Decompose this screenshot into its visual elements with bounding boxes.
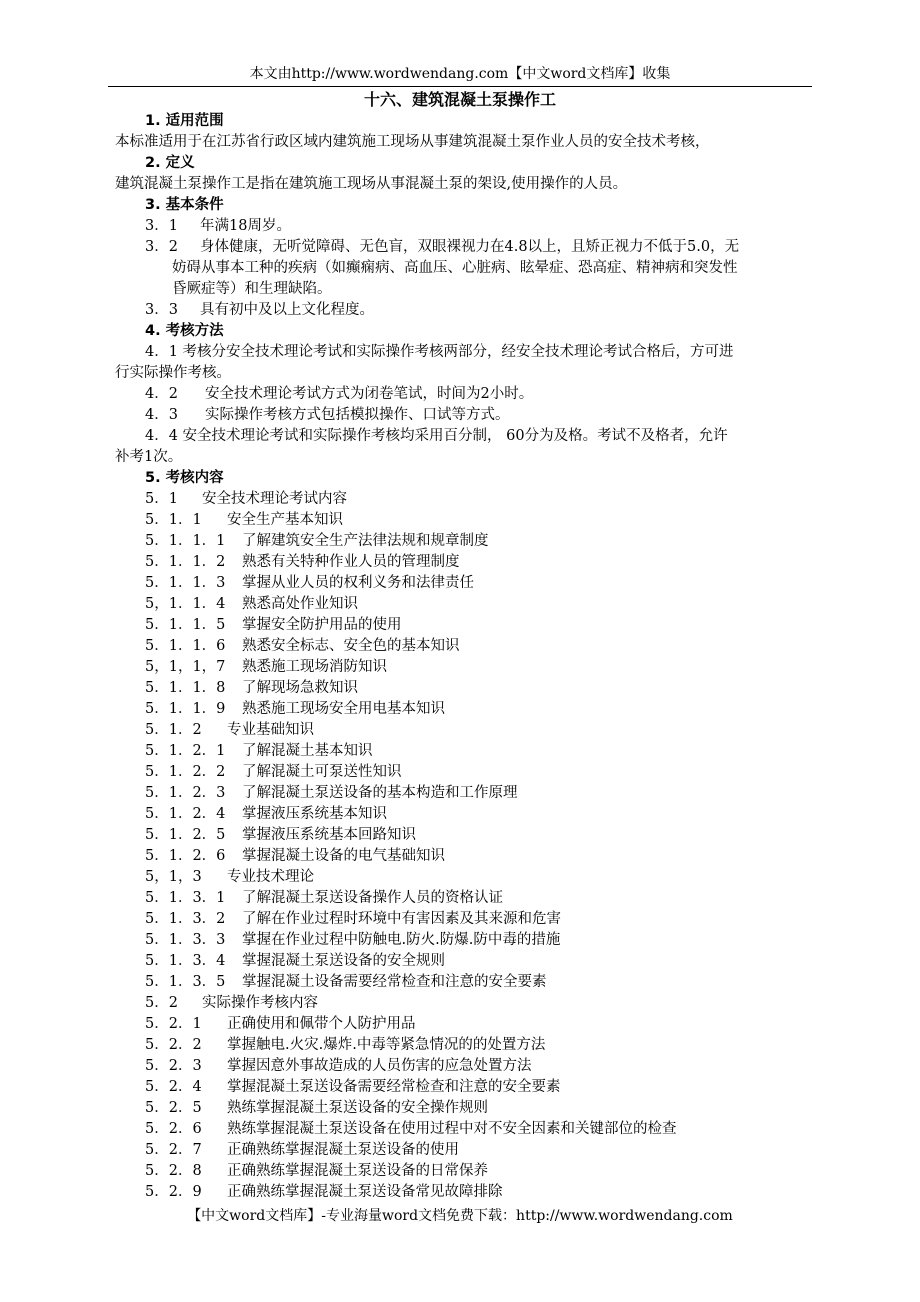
item-text: 熟悉有关特种作业人员的管理制度 — [242, 554, 460, 570]
list-item — [0, 888, 920, 909]
document-title: 十六、建筑混凝土泵操作工 — [363, 90, 556, 109]
item-text: 了解建筑安全生产法律法规和规章制度 — [242, 533, 489, 549]
item-text: 身体健康，无听觉障碍、无色盲，双眼裸视力在4.8以上，且矫正视力不低于5.0，无 — [200, 239, 740, 255]
item-text: 熟悉施工现场消防知识 — [242, 659, 387, 675]
item-text: 掌握混凝土设备的电气基础知识 — [242, 848, 445, 864]
item-number: 5．2．6 — [145, 1121, 202, 1137]
list-item — [0, 867, 920, 888]
list-item — [0, 720, 920, 741]
page-header: 本文由http://www.wordwendang.com【中文word文档库】收集 — [249, 66, 671, 82]
list-item — [0, 405, 920, 426]
item-number: 5．2．7 — [145, 1142, 202, 1158]
header-divider — [108, 86, 812, 87]
list-item — [0, 552, 920, 573]
item-number: 5．1．1．8 — [145, 680, 226, 696]
section-heading-2: 2. 定义 — [145, 155, 195, 171]
item-number: 5．1．2．2 — [145, 764, 226, 780]
list-item — [0, 846, 920, 867]
item-text: 掌握安全防护用品的使用 — [242, 617, 402, 633]
item-text: 了解混凝土泵送设备操作人员的资格认证 — [242, 890, 503, 906]
item-text: 专业基础知识 — [227, 722, 314, 738]
list-item — [0, 573, 920, 594]
item-number: 5．1．1．6 — [145, 638, 226, 654]
section-1-text: 本标准适用于在江苏省行政区域内建筑施工现场从事建筑混凝土泵作业人员的安全技术考核， — [115, 134, 710, 150]
list-item — [0, 1119, 920, 1140]
list-item — [0, 1182, 920, 1203]
item-text: 掌握液压系统基本知识 — [242, 806, 387, 822]
item-number: 5．1．2．1 — [145, 743, 226, 759]
section-heading-4: 4. 考核方法 — [145, 323, 224, 339]
section-heading-5: 5. 考核内容 — [145, 470, 224, 486]
list-item — [0, 762, 920, 783]
list-item — [0, 237, 920, 258]
list-item — [0, 1035, 920, 1056]
item-number: 5．2 — [145, 995, 178, 1011]
item-text: 熟悉高处作业知识 — [242, 596, 358, 612]
item-number: 5．2．8 — [145, 1163, 202, 1179]
list-item — [0, 678, 920, 699]
list-item — [0, 951, 920, 972]
item-number: 3．2 — [145, 239, 178, 255]
item-number: 5．1．3．5 — [145, 974, 226, 990]
item-number: 5．1．2．3 — [145, 785, 226, 801]
item-continuation: 妨碍从事本工种的疾病（如癫痫病、高血压、心脏病、眩晕症、恐高症、精神病和突发性 — [172, 260, 738, 276]
item-number: 5．1．2 — [145, 722, 202, 738]
item-text: 熟悉施工现场安全用电基本知识 — [242, 701, 445, 717]
item-text: 掌握混凝土泵送设备的安全规则 — [242, 953, 445, 969]
list-item — [0, 993, 920, 1014]
item-number: 5．1．3．4 — [145, 953, 226, 969]
list-item — [0, 930, 920, 951]
item-text: 了解混凝土基本知识 — [242, 743, 373, 759]
item-text: 正确使用和佩带个人防护用品 — [227, 1016, 416, 1032]
item-number: 5．2．9 — [145, 1184, 202, 1200]
item-number: 5．1 — [145, 491, 178, 507]
section-heading-1: 1. 适用范围 — [145, 113, 224, 129]
item-number: 5．1．2．5 — [145, 827, 226, 843]
list-item — [0, 1161, 920, 1182]
item-text: 实际操作考核方式包括模拟操作、口试等方式。 — [205, 407, 510, 423]
item-text: 实际操作考核内容 — [202, 995, 318, 1011]
item-text: 安全生产基本知识 — [227, 512, 343, 528]
item-number: 4．3 — [145, 407, 178, 423]
list-item — [0, 489, 920, 510]
item-text: 熟练掌握混凝土泵送设备的安全操作规则 — [227, 1100, 488, 1116]
list-item — [0, 1014, 920, 1035]
list-item — [0, 216, 920, 237]
list-item: 4．1 考核分安全技术理论考试和实际操作考核两部分，经安全技术理论考试合格后，方可进 — [145, 344, 734, 360]
item-text: 掌握从业人员的权利义务和法律责任 — [242, 575, 474, 591]
item-text: 了解混凝土可泵送性知识 — [242, 764, 402, 780]
item-text: 熟练掌握混凝土泵送设备在使用过程中对不安全因素和关键部位的检查 — [227, 1121, 677, 1137]
list-item — [0, 825, 920, 846]
item-text: 正确熟练掌握混凝土泵送设备的日常保养 — [227, 1163, 488, 1179]
item-number: 5．2．1 — [145, 1016, 202, 1032]
item-number: 5．1．1．5 — [145, 617, 226, 633]
item-number: 5．1．3．3 — [145, 932, 226, 948]
item-text: 专业技术理论 — [227, 869, 314, 885]
item-number: 5，1，1，7 — [145, 659, 226, 675]
item-text: 了解现场急救知识 — [242, 680, 358, 696]
item-number: 5．1．1．1 — [145, 533, 226, 549]
page-footer: 【中文word文档库】-专业海量word文档免费下载：http://www.wordwendang.com — [187, 1208, 733, 1224]
item-number: 5．1．3．2 — [145, 911, 226, 927]
item-number: 5，1．1．4 — [145, 596, 226, 612]
list-item — [0, 657, 920, 678]
item-continuation: 行实际操作考核。 — [115, 365, 231, 381]
list-item — [0, 531, 920, 552]
list-item — [0, 783, 920, 804]
list-item — [0, 594, 920, 615]
item-number: 5．1．1 — [145, 512, 202, 528]
list-item — [0, 615, 920, 636]
list-item — [0, 1140, 920, 1161]
item-number: 5．2．3 — [145, 1058, 202, 1074]
item-text: 掌握液压系统基本回路知识 — [242, 827, 416, 843]
list-item — [0, 1077, 920, 1098]
item-text: 了解在作业过程时环境中有害因素及其来源和危害 — [242, 911, 561, 927]
assessment-content-list — [0, 489, 920, 1203]
item-text: 掌握混凝土泵送设备需要经常检查和注意的安全要素 — [227, 1079, 561, 1095]
list-item — [0, 300, 920, 321]
item-number: 5．1．3．1 — [145, 890, 226, 906]
list-item — [0, 510, 920, 531]
item-number: 5．2．5 — [145, 1100, 202, 1116]
item-text: 安全技术理论考试方式为闭卷笔试，时间为2小时。 — [205, 386, 534, 402]
list-item — [0, 384, 920, 405]
item-number: 4．2 — [145, 386, 178, 402]
list-item — [0, 804, 920, 825]
item-number: 5．1．2．6 — [145, 848, 226, 864]
item-number: 5．1．1．2 — [145, 554, 226, 570]
item-number: 5．1．1．3 — [145, 575, 226, 591]
document-body — [0, 111, 920, 1203]
list-item — [0, 741, 920, 762]
item-text: 安全技术理论考试内容 — [202, 491, 347, 507]
list-item — [0, 699, 920, 720]
item-number: 3．3 — [145, 302, 178, 318]
item-text: 正确熟练掌握混凝土泵送设备的使用 — [227, 1142, 459, 1158]
item-number: 5．2．4 — [145, 1079, 202, 1095]
item-text: 正确熟练掌握混凝土泵送设备常见故障排除 — [227, 1184, 503, 1200]
list-item — [0, 636, 920, 657]
item-text: 掌握在作业过程中防触电.防火.防爆.防中毒的措施 — [242, 932, 561, 948]
section-2-text: 建筑混凝土泵操作工是指在建筑施工现场从事混凝土泵的架设,使用操作的人员。 — [115, 176, 628, 192]
item-text: 年满18周岁。 — [200, 218, 291, 234]
list-item — [0, 1098, 920, 1119]
item-number: 5．1．2．4 — [145, 806, 226, 822]
item-continuation: 昏厥症等）和生理缺陷。 — [172, 281, 332, 297]
list-item — [0, 972, 920, 993]
section-heading-3: 3. 基本条件 — [145, 197, 224, 213]
list-item — [0, 909, 920, 930]
list-item: 4．4 安全技术理论考试和实际操作考核均采用百分制， 60分为及格。考试不及格者，允许 — [145, 428, 728, 444]
item-text: 了解混凝土泵送设备的基本构造和工作原理 — [242, 785, 518, 801]
item-number: 5，1，3 — [145, 869, 202, 885]
item-number: 3．1 — [145, 218, 178, 234]
item-number: 5．1．1．9 — [145, 701, 226, 717]
item-text: 掌握触电.火灾.爆炸.中毒等紧急情况的的处置方法 — [227, 1037, 546, 1053]
item-text: 具有初中及以上文化程度。 — [200, 302, 374, 318]
item-text: 熟悉安全标志、安全色的基本知识 — [242, 638, 460, 654]
list-item — [0, 1056, 920, 1077]
item-continuation: 补考1次。 — [115, 449, 183, 465]
item-text: 掌握混凝土设备需要经常检查和注意的安全要素 — [242, 974, 547, 990]
item-number: 5．2．2 — [145, 1037, 202, 1053]
item-text: 掌握因意外事故造成的人员伤害的应急处置方法 — [227, 1058, 532, 1074]
